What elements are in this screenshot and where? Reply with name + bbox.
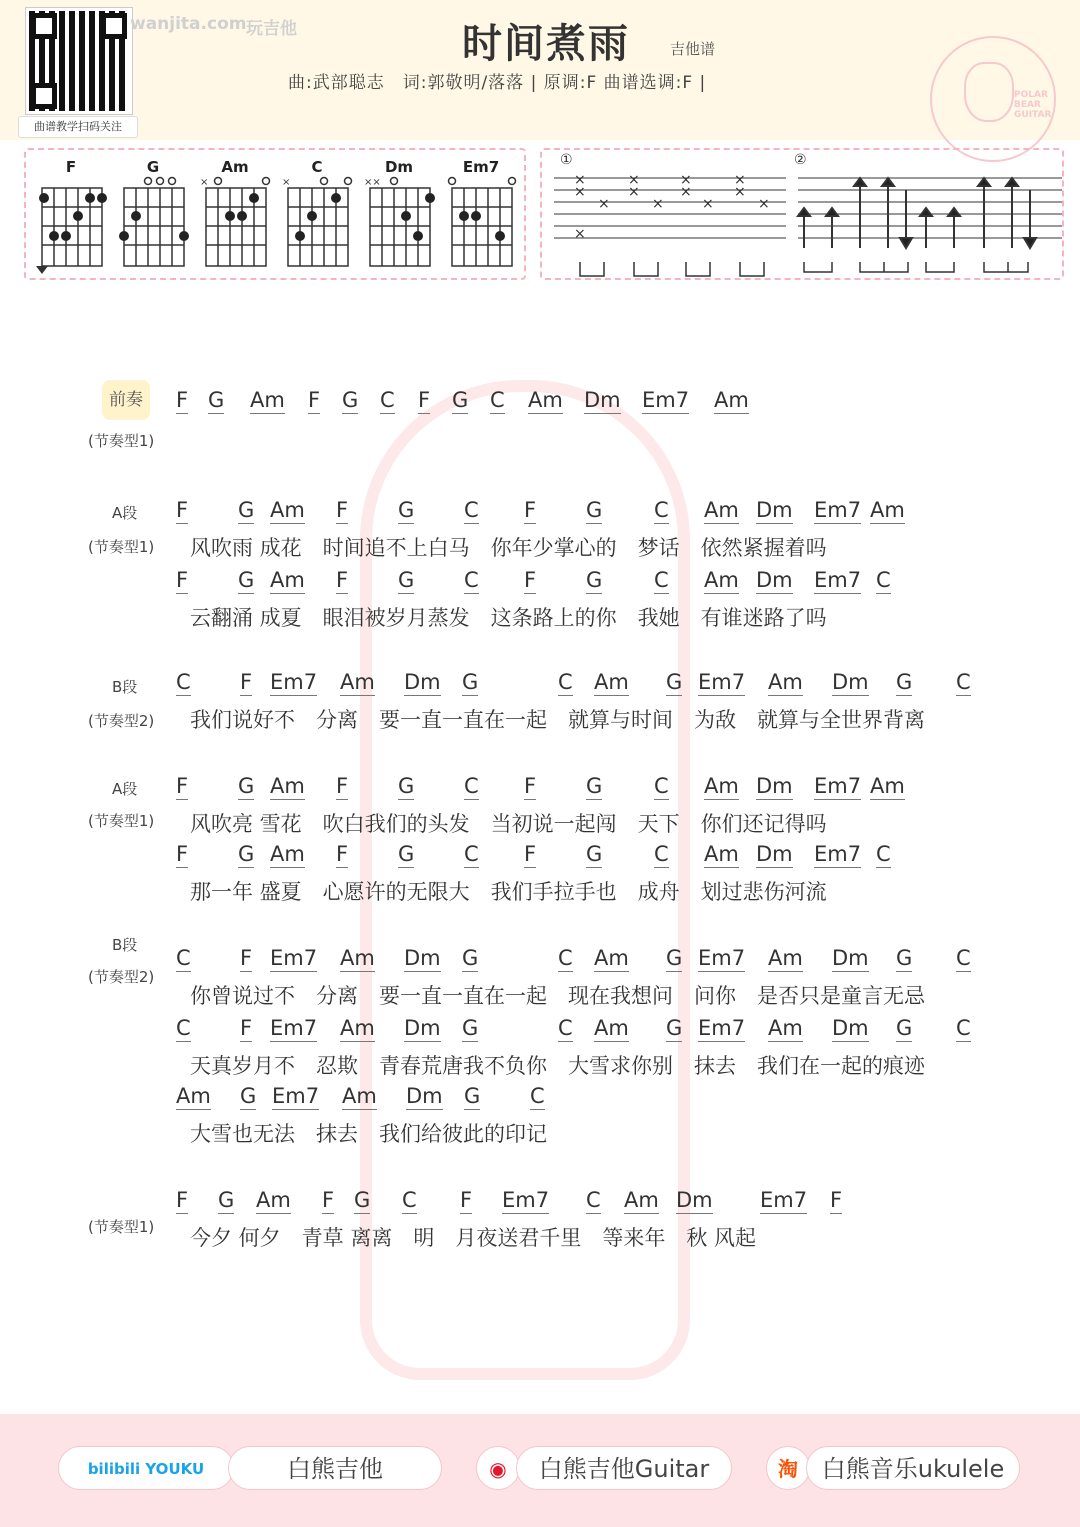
chord-symbol: F (524, 498, 537, 522)
chord-symbol: Dm (756, 568, 793, 592)
chord-symbol: Am (704, 568, 739, 592)
svg-text:×: × (628, 172, 640, 188)
chord-symbol: C (464, 842, 479, 866)
chord-symbol: C (490, 388, 505, 412)
pattern-label: (节奏型1) (88, 538, 155, 556)
chord-symbol: Am (250, 388, 285, 412)
chord-symbol: Dm (676, 1188, 713, 1212)
chord-symbol: G (238, 568, 255, 592)
logo-text: POLAR BEAR GUITAR (1014, 90, 1052, 120)
chord-symbol: F (176, 498, 189, 522)
chord-symbol: G (586, 498, 603, 522)
chord-diagram-c (280, 158, 354, 276)
chord-symbol: Am (340, 670, 375, 694)
channel-name-taobao[interactable]: 白熊音乐ukulele (806, 1446, 1020, 1490)
lyric-line: 天真岁月不 忍欺 青春荒唐我不负你 大雪求你别 抹去 我们在一起的痕迹 (190, 1054, 925, 1078)
chord-symbol: G (398, 774, 415, 798)
chord-symbol: G (354, 1188, 371, 1212)
chord-name: C (311, 158, 323, 176)
chord-symbol: Em7 (270, 670, 318, 694)
svg-text:×: × (652, 196, 664, 212)
chord-symbol: F (524, 774, 537, 798)
chord-diagram-em7 (444, 158, 518, 276)
chord-symbol: Em7 (698, 670, 746, 694)
chord-symbol: Am (342, 1084, 377, 1108)
chord-symbol: C (956, 670, 971, 694)
chord-symbol: F (176, 842, 189, 866)
header (0, 0, 1080, 140)
chord-diagram-g (116, 158, 190, 276)
page-title: 时间煮雨 (462, 21, 630, 67)
chord-symbol: Am (704, 498, 739, 522)
chord-symbol: Dm (404, 670, 441, 694)
chord-symbol: F (240, 946, 253, 970)
svg-text:×: × (574, 226, 586, 242)
chord-symbol: F (336, 774, 349, 798)
chord-symbol: Em7 (760, 1188, 808, 1212)
chord-line (176, 774, 1076, 804)
chord-symbol: Am (340, 946, 375, 970)
chord-symbol: F (336, 568, 349, 592)
chord-symbol: Em7 (698, 946, 746, 970)
intro-label: 前奏 (102, 380, 150, 420)
chord-symbol: Dm (406, 1084, 443, 1108)
qr-code (26, 8, 132, 114)
chord-symbol: C (876, 842, 891, 866)
pattern-label: (节奏型1) (88, 1218, 155, 1236)
chord-symbol: G (586, 842, 603, 866)
chord-symbol: Am (594, 1016, 629, 1040)
video-platforms[interactable]: bilibili YOUKU (58, 1446, 234, 1490)
chord-symbol: G (462, 670, 479, 694)
svg-text:×: × (282, 177, 291, 188)
chord-line (176, 946, 1076, 976)
chord-symbol: Em7 (502, 1188, 550, 1212)
chord-symbol: G (666, 1016, 683, 1040)
svg-text:×: × (734, 172, 746, 188)
chord-symbol: Em7 (270, 946, 318, 970)
chord-symbol: Am (256, 1188, 291, 1212)
chord-symbol: Am (270, 498, 305, 522)
svg-text:×: × (702, 196, 714, 212)
fretboard-icon (362, 176, 436, 276)
chord-symbol: G (666, 946, 683, 970)
pattern-label: (节奏型2) (88, 712, 155, 730)
rhythm-patterns (540, 148, 1064, 280)
svg-text:×: × (598, 196, 610, 212)
qr-caption: 曲谱教学扫码关注 (18, 116, 138, 138)
chord-symbol: C (956, 946, 971, 970)
chord-symbol: Am (594, 670, 629, 694)
chord-symbol: Am (704, 774, 739, 798)
chord-symbol: F (322, 1188, 335, 1212)
chord-symbol: C (876, 568, 891, 592)
chord-symbol: G (398, 568, 415, 592)
chord-symbol: Dm (404, 1016, 441, 1040)
chord-symbol: F (240, 670, 253, 694)
chord-symbol: Am (714, 388, 749, 412)
pattern-label: (节奏型2) (88, 968, 155, 986)
chord-symbol: Dm (756, 498, 793, 522)
chord-line (176, 1188, 1076, 1218)
chord-symbol: C (464, 498, 479, 522)
chord-symbol: Em7 (270, 1016, 318, 1040)
chord-symbol: C (654, 498, 669, 522)
chord-symbol: Am (768, 1016, 803, 1040)
chord-line (176, 842, 1076, 872)
chord-symbol: G (896, 946, 913, 970)
chord-symbol: G (398, 498, 415, 522)
svg-text:××: ×× (364, 177, 381, 188)
chord-symbol: C (464, 774, 479, 798)
chord-symbol: Am (528, 388, 563, 412)
chord-symbol: C (464, 568, 479, 592)
chord-symbol: G (342, 388, 359, 412)
site-url[interactable]: wanjita.com (130, 14, 247, 34)
chord-name: Am (221, 158, 249, 176)
footer (0, 1414, 1080, 1527)
svg-text:×: × (758, 196, 770, 212)
chord-symbol: Am (270, 842, 305, 866)
chord-name: Dm (384, 158, 414, 176)
chord-symbol: Am (270, 774, 305, 798)
svg-text:×: × (680, 184, 692, 200)
svg-text:×: × (628, 184, 640, 200)
chord-symbol: G (462, 1016, 479, 1040)
chord-name: F (65, 158, 77, 176)
chord-diagrams (24, 148, 526, 280)
chord-symbol: F (176, 774, 189, 798)
chord-symbol: Am (870, 774, 905, 798)
fretboard-icon (280, 176, 354, 276)
chord-symbol: G (586, 774, 603, 798)
chord-symbol: Em7 (814, 774, 862, 798)
chord-symbol: F (524, 568, 537, 592)
chord-symbol: Am (624, 1188, 659, 1212)
chord-symbol: C (654, 842, 669, 866)
channel-name-weibo[interactable]: 白熊吉他Guitar (516, 1446, 732, 1490)
chord-symbol: G (208, 388, 225, 412)
bear-icon (964, 62, 1014, 122)
chord-symbol: F (240, 1016, 253, 1040)
chord-symbol: Am (704, 842, 739, 866)
lyric-line: 我们说好不 分离 要一直一直在一起 就算与时间 为敌 就算与全世界背离 (190, 708, 925, 732)
rhythm-label-2: ② (794, 152, 807, 168)
chord-symbol: G (238, 842, 255, 866)
chord-name: G (146, 158, 160, 176)
chord-symbol: Dm (832, 670, 869, 694)
section-label: B段 (112, 936, 138, 954)
intro-pattern: (节奏型1) (88, 432, 155, 450)
weibo-icon[interactable]: ◉ (476, 1446, 520, 1490)
chord-name: Em7 (462, 158, 500, 176)
chord-symbol: Em7 (814, 498, 862, 522)
chord-symbol: C (586, 1188, 601, 1212)
chord-symbol: F (176, 388, 189, 412)
chord-line (176, 1084, 1076, 1114)
chord-symbol: G (896, 1016, 913, 1040)
chord-symbol: Dm (832, 946, 869, 970)
chord-diagram-dm (362, 158, 436, 276)
chord-symbol: G (464, 1084, 481, 1108)
chord-symbol: Am (340, 1016, 375, 1040)
chord-symbol: Am (870, 498, 905, 522)
chord-symbol: G (218, 1188, 235, 1212)
channel-name-video[interactable]: 白熊吉他 (228, 1446, 442, 1490)
chord-symbol: F (336, 498, 349, 522)
chord-symbol: Em7 (698, 1016, 746, 1040)
chord-symbol: C (558, 670, 573, 694)
song-sheet (0, 300, 1080, 1400)
lyric-line: 风吹亮 雪花 吹白我们的头发 当初说一起闯 天下 你们还记得吗 (190, 812, 827, 836)
lyric-line: 风吹雨 成花 时间追不上白马 你年少掌心的 梦话 依然紧握着吗 (190, 536, 827, 560)
svg-text:×: × (680, 172, 692, 188)
chord-symbol: C (176, 946, 191, 970)
page-subtitle: 吉他谱 (670, 40, 716, 58)
chord-line (176, 388, 1076, 418)
rhythm-label-1: ① (560, 152, 573, 168)
chord-symbol: Dm (404, 946, 441, 970)
chord-symbol: F (176, 1188, 189, 1212)
chord-symbol: F (524, 842, 537, 866)
chord-symbol: F (176, 568, 189, 592)
chord-symbol: C (530, 1084, 545, 1108)
chord-symbol: G (452, 388, 469, 412)
chord-symbol: Am (594, 946, 629, 970)
chord-symbol: Em7 (272, 1084, 320, 1108)
lyric-line: 那一年 盛夏 心愿许的无限大 我们手拉手也 成舟 划过悲伤河流 (190, 880, 827, 904)
fretboard-icon (198, 176, 272, 276)
chord-symbol: C (654, 568, 669, 592)
chord-symbol: C (176, 670, 191, 694)
section-label: A段 (112, 504, 138, 522)
lyric-line: 你曾说过不 分离 要一直一直在一起 现在我想问 问你 是否只是童言无忌 (190, 984, 925, 1008)
lyric-line: 今夕 何夕 青草 离离 明 月夜送君千里 等来年 秋 风起 (190, 1226, 757, 1250)
chord-diagram-f (34, 158, 108, 276)
chord-symbol: F (308, 388, 321, 412)
taobao-icon[interactable]: 淘 (766, 1446, 810, 1490)
site-label: 玩吉他 (246, 19, 297, 39)
chord-symbol: G (238, 498, 255, 522)
rhythm-staff-icon (542, 150, 1062, 278)
chord-symbol: G (398, 842, 415, 866)
svg-text:×: × (574, 184, 586, 200)
chord-line (176, 568, 1076, 598)
chord-diagram-am (198, 158, 272, 276)
chord-symbol: C (380, 388, 395, 412)
chord-symbol: C (558, 1016, 573, 1040)
chord-symbol: F (418, 388, 431, 412)
chord-symbol: F (830, 1188, 843, 1212)
fretboard-icon (116, 176, 190, 276)
fretboard-icon (444, 176, 518, 276)
chord-symbol: Dm (832, 1016, 869, 1040)
chord-symbol: G (238, 774, 255, 798)
chord-symbol: Am (270, 568, 305, 592)
chord-symbol: G (462, 946, 479, 970)
polar-bear-logo (930, 36, 1056, 162)
svg-text:×: × (734, 184, 746, 200)
chord-symbol: Dm (584, 388, 621, 412)
chord-line (176, 498, 1076, 528)
chord-symbol: C (654, 774, 669, 798)
fretboard-icon (34, 176, 108, 276)
chord-symbol: Em7 (642, 388, 690, 412)
chord-symbol: C (176, 1016, 191, 1040)
chord-line (176, 670, 1076, 700)
chord-symbol: G (896, 670, 913, 694)
chord-symbol: C (402, 1188, 417, 1212)
chord-symbol: Em7 (814, 842, 862, 866)
chord-symbol: G (586, 568, 603, 592)
lyric-line: 大雪也无法 抹去 我们给彼此的印记 (190, 1122, 547, 1146)
chord-symbol: G (240, 1084, 257, 1108)
chord-symbol: C (558, 946, 573, 970)
chord-symbol: Em7 (814, 568, 862, 592)
chord-symbol: Dm (756, 774, 793, 798)
pattern-label: (节奏型1) (88, 812, 155, 830)
chord-symbol: Dm (756, 842, 793, 866)
section-label: A段 (112, 780, 138, 798)
chord-symbol: Am (768, 946, 803, 970)
chord-symbol: Am (176, 1084, 211, 1108)
chord-symbol: C (956, 1016, 971, 1040)
lyric-line: 云翻涌 成夏 眼泪被岁月蒸发 这条路上的你 我她 有谁迷路了吗 (190, 606, 827, 630)
section-label: B段 (112, 678, 138, 696)
chord-symbol: F (460, 1188, 473, 1212)
chord-line (176, 1016, 1076, 1046)
svg-text:×: × (574, 172, 586, 188)
chord-symbol: Am (768, 670, 803, 694)
song-meta: 曲:武部聪志 词:郭敬明/落落 | 原调:F 曲谱选调:F | (288, 73, 707, 93)
chord-symbol: G (666, 670, 683, 694)
chord-symbol: F (336, 842, 349, 866)
svg-text:×: × (200, 177, 209, 188)
